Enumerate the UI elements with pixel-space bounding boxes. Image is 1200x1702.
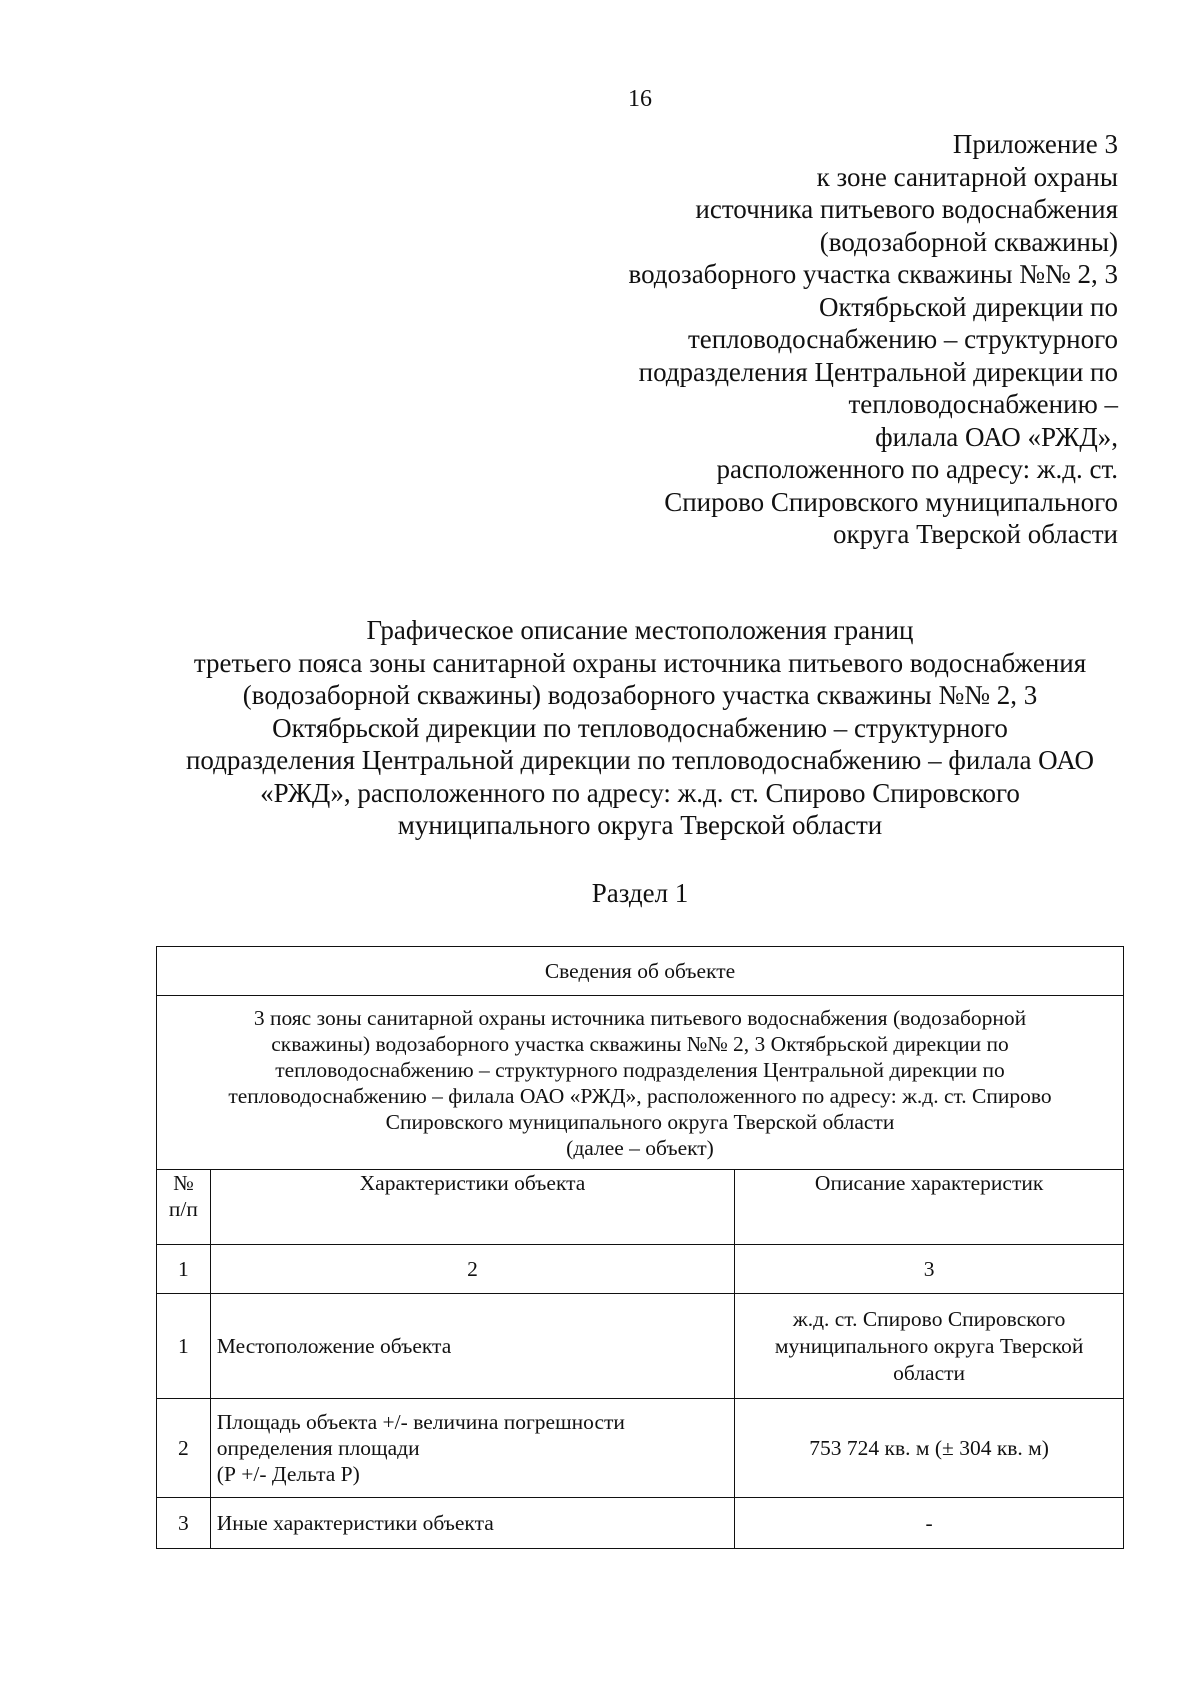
column-header-num — [157, 1170, 211, 1245]
appendix-line: Спирово Спировского муниципального — [664, 486, 1118, 517]
appendix-line: округа Тверской области — [833, 519, 1118, 549]
characteristic-line: определения площади — [216, 1436, 420, 1460]
column-number-row — [157, 1245, 1124, 1294]
characteristic-line: Площадь объекта +/- величина погрешности — [216, 1410, 625, 1434]
page-number: 16 — [628, 86, 652, 112]
column-number: 3 — [735, 1245, 1124, 1294]
characteristic-line: (Р +/- Дельта Р) — [216, 1462, 360, 1486]
appendix-line: (водозаборной скважины) — [819, 226, 1118, 257]
column-header-row — [157, 1170, 1124, 1245]
characteristic-line: Местоположение объекта — [216, 1334, 452, 1358]
document-title — [140, 614, 1140, 842]
row-description — [735, 1498, 1124, 1549]
column-header-num-line: № — [173, 1171, 194, 1195]
title-line: (водозаборной скважины) водозаборного участка скважины №№ 2, 3 — [242, 680, 1038, 710]
row-characteristic — [210, 1399, 734, 1498]
object-line: тепловодоснабжению – структурного подразделения Центральной дирекции по — [275, 1057, 1005, 1082]
appendix-line: Октябрьской дирекции по — [819, 291, 1118, 322]
object-info-table — [156, 946, 1124, 1549]
title-line: муниципального округа Тверской области — [397, 810, 883, 840]
appendix-line: филала ОАО «РЖД», — [875, 421, 1118, 452]
row-characteristic — [210, 1498, 734, 1549]
appendix-line: к зоне санитарной охраны — [816, 161, 1118, 192]
column-number: 2 — [210, 1245, 734, 1294]
appendix-line: подразделения Центральной дирекции по — [638, 356, 1118, 387]
title-line: Октябрьской дирекции по тепловодоснабжению – структурного — [272, 712, 1008, 743]
title-line: подразделения Центральной дирекции по тепловодоснабжению – филала ОАО — [185, 745, 1094, 775]
column-header-characteristics: Характеристики объекта — [210, 1170, 734, 1245]
table-row — [157, 1498, 1124, 1549]
object-line: тепловодоснабжению – филала ОАО «РЖД», расположенного по адресу: ж.д. ст. Спирово — [228, 1083, 1052, 1108]
description-line: муниципального округа Тверской — [774, 1333, 1084, 1358]
title-line: Графическое описание местоположения границ — [366, 615, 914, 645]
row-number: 3 — [157, 1498, 211, 1549]
column-number: 1 — [157, 1245, 211, 1294]
description-line: 753 724 кв. м (± 304 кв. м) — [809, 1436, 1049, 1460]
appendix-line: тепловодоснабжению – — [848, 389, 1118, 419]
object-line: (далее – объект) — [566, 1135, 714, 1160]
description-line: области — [893, 1360, 966, 1385]
table-header-row — [157, 947, 1124, 996]
appendix-line: расположенного по адресу: ж.д. ст. — [716, 454, 1118, 484]
characteristic-line: Иные характеристики объекта — [216, 1511, 494, 1535]
object-line: Спировского муниципального округа Тверской области — [385, 1109, 895, 1134]
appendix-line: источника питьевого водоснабжения — [695, 194, 1118, 224]
object-line: скважины) водозаборного участка скважины №№ 2, 3 Октябрьской дирекции по — [271, 1031, 1009, 1056]
appendix-note — [418, 128, 1118, 551]
appendix-line: Приложение 3 — [952, 129, 1118, 159]
object-description — [157, 996, 1124, 1170]
section-title: Раздел 1 — [591, 878, 689, 908]
object-description-row — [157, 996, 1124, 1170]
column-header-num-line: п/п — [168, 1197, 198, 1221]
table-row — [157, 1294, 1124, 1399]
row-characteristic — [210, 1294, 734, 1399]
title-line: третьего пояса зоны санитарной охраны источника питьевого водоснабжения — [193, 647, 1087, 678]
appendix-line: водозаборного участка скважины №№ 2, 3 — [628, 259, 1118, 289]
row-number: 1 — [157, 1294, 211, 1399]
table-row — [157, 1399, 1124, 1498]
column-header-description: Описание характеристик — [735, 1170, 1124, 1245]
title-line: «РЖД», расположенного по адресу: ж.д. ст. Спирово Спировского — [260, 777, 1020, 808]
appendix-line: тепловодоснабжению – структурного — [687, 324, 1118, 354]
description-line: ж.д. ст. Спирово Спировского — [792, 1306, 1066, 1331]
table-header: Сведения об объекте — [157, 947, 1124, 996]
row-description — [735, 1399, 1124, 1498]
row-number: 2 — [157, 1399, 211, 1498]
row-description — [735, 1294, 1124, 1399]
description-line: - — [925, 1511, 933, 1535]
object-line: 3 пояс зоны санитарной охраны источника питьевого водоснабжения (водозаборной — [253, 1005, 1027, 1030]
